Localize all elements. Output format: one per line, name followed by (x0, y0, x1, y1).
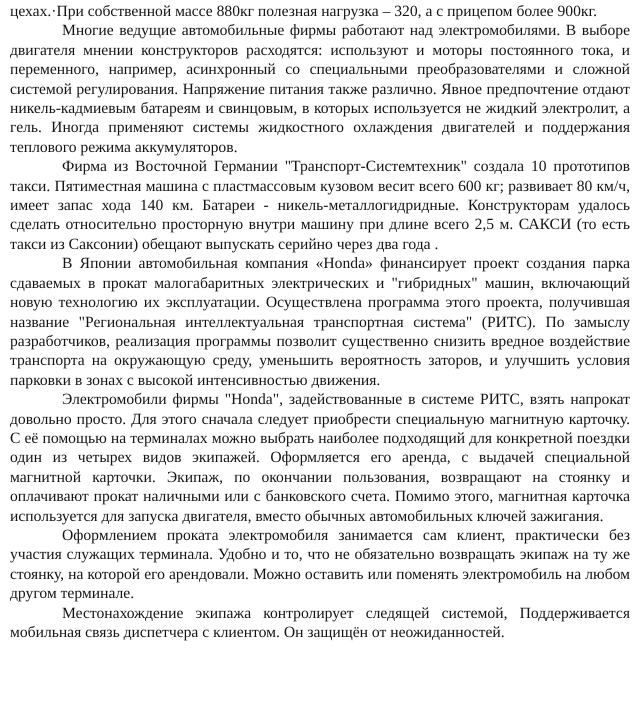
paragraph-honda-project: В Японии автомобильная компания «Honda» финансирует проект создания парка сдаваемых в прокат малогабаритных электрических и "гибридных" машин, включающий новую технологию их эксплуатации. Осуществлена программа этого проекта, получившая название "Региональная интеллектуальная транспортная система" (РИТС). По замыслу разработчиков, реализация программы позволит существенно снизить вредное воздействие транспорта на окружающую среду, уменьшить вероятность заторов, и улучшить условия парковки в зонах с высокой интенсивностью движения. (10, 255, 630, 389)
paragraph-continuation: цехах.·При собственной массе 880кг полезная нагрузка – 320, а с прицепом более 900кг. (10, 3, 598, 20)
paragraph-tracking: Местонахождение экипажа контролирует следящей системой, Поддерживается мобильная связь диспетчера с клиентом. Он защищён от неожиданностей. (10, 604, 630, 641)
paragraph-honda-rental: Электромобили фирмы "Honda", задействованные в системе РИТС, взять напрокат довольно просто. Для этого сначала следует приобрести специальную магнитную карточку. С её помощью на терминалах можно выбрать наиболее подходящий для конкретной поездки один из четырех видов экипажей. Оформляется его аренда, с выдачей специальной магнитной карточки. Экипаж, по окончании пользования, возвращают на стоянку и оплачивают прокат наличными или с банковского счета. Помимо этого, магнитная карточка используется для запуска двигателя, вместо обычных автомобильных ключей зажигания. (10, 391, 630, 525)
paragraph-automakers: Многие ведущие автомобильные фирмы работают над электромобилями. В выборе двигателя мнении конструкторов расходятся: используют и моторы постоянного тока, и переменного, например, асинхронный со специальными преобразователями и сложной системой регулирования. Напряжение питания также различно. Явное предпочтение отдают никель-кадмиевым батареям и свинцовым, в которых используется не жидкий электролит, а гель. Иногда применяют системы жидкостного охлаждения двигателей и поддержания теплового режима аккумуляторов. (10, 22, 630, 156)
paragraph-saxi-taxi: Фирма из Восточной Германии "Транспорт-Системтехник" создала 10 прототипов такси. Пятиместная машина с пластмассовым кузовом весит всего 600 кг; развивает 80 км/ч, имеет запас хода 140 км. Батареи - никель-металлогидридные. Конструкторам удалось сделать относительно просторную внутри машину при длине всего 2,5 м. САКСИ (то есть такси из Саксонии) обещают выпускать серийно через два года . (10, 158, 630, 253)
paragraph-self-service: Оформлением проката электромобиля занимается сам клиент, практически без участия служащих терминала. Удобно и то, что не обязательно возвращать экипаж на ту же стоянку, на которой его арендовали. Можно оставить или поменять электромобиль на любом другом терминале. (10, 526, 630, 603)
